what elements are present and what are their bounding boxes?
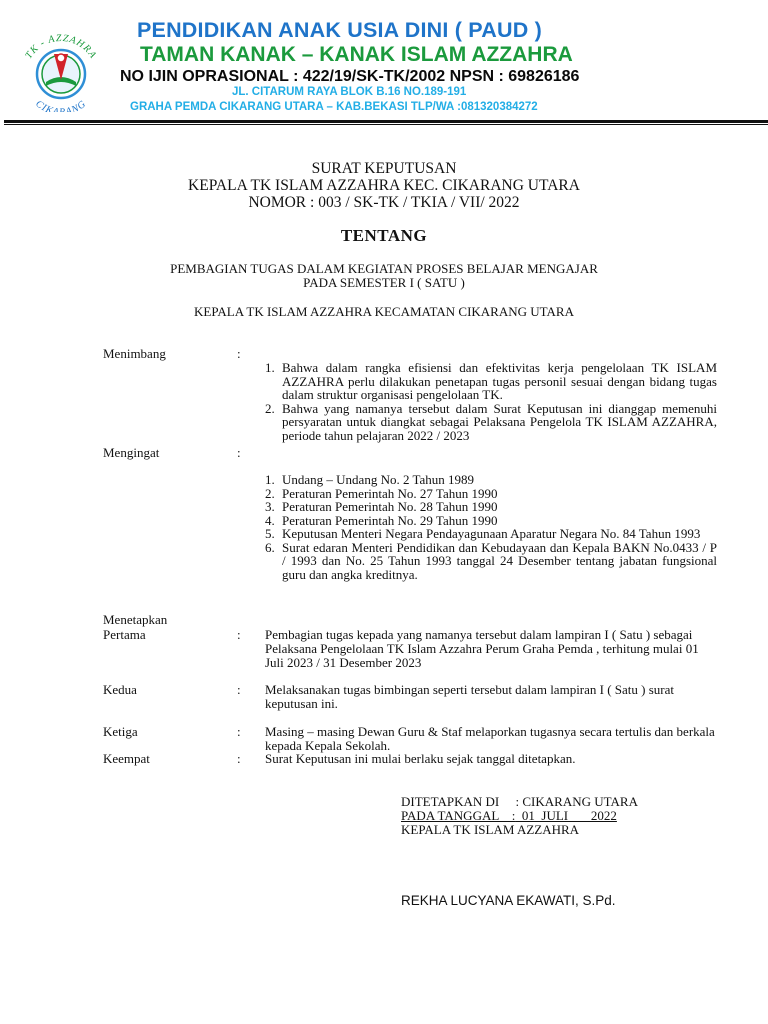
list-item: 3. Peraturan Pemerintah No. 28 Tahun 1990 — [265, 499, 498, 514]
list-item: 2. Bahwa yang namanya tersebut dalam Surat Keputusan ini dianggap memenuhi persyaratan untuk diangkat sebagai Pelaksana Pengelola TK ISLAM AZZAHRA, periode tahun pelajaran 2022 / 2023 — [265, 400, 717, 443]
tanggal-value: 01 JULI 2022 — [515, 808, 617, 823]
decree-issuer-title: KEPALA TK ISLAM AZZAHRA KEC. CIKARANG UTARA — [188, 177, 580, 194]
keempat-text: Surat Keputusan ini mulai berlaku sejak tanggal ditetapkan. — [265, 751, 576, 766]
signatory-name: REKHA LUCYANA EKAWATI, S.Pd. — [401, 893, 616, 908]
ketiga-text: Masing – masing Dewan Guru & Staf melaporkan tugasnya secara tertulis dan berkala kepada Kepala Sekolah. — [265, 724, 715, 753]
letterhead-permit: NO IJIN OPRASIONAL : 422/19/SK-TK/2002 NPSN : 69826186 — [120, 68, 580, 85]
mengingat-label: Mengingat — [103, 445, 160, 460]
list-item: 1. Bahwa dalam rangka efisiensi dan efektivitas kerja pengelolaan TK ISLAM AZZAHRA perlu dilakukan penetapan tugas personil sesuai dengan bidang tugas dalam struktur organisasi pengelolaan TK. — [265, 360, 717, 402]
list-item: 2. Peraturan Pemerintah No. 27 Tahun 1990 — [265, 485, 498, 501]
kedua-text: Melaksanakan tugas bimbingan seperti tersebut dalam lampiran I ( Satu ) surat keputusan ini. — [265, 682, 675, 711]
list-item: 1. Undang – Undang No. 2 Tahun 1989 — [265, 472, 475, 487]
logo-top-text: TK - AZZAHRA — [23, 32, 99, 61]
ditetapkan-label: DITETAPKAN DI : — [401, 794, 520, 809]
mengingat-list — [262, 473, 717, 581]
pertama-colon: : — [237, 627, 241, 642]
keempat-label: Keempat — [103, 751, 150, 766]
tanggal-label: PADA TANGGAL : — [401, 808, 516, 823]
letterhead-title: PENDIDIKAN ANAK USIA DINI ( PAUD ) — [137, 18, 542, 42]
pertama-label: Pertama — [103, 627, 146, 642]
letterhead-address-1: JL. CITARUM RAYA BLOK B.16 NO.189-191 — [232, 86, 467, 98]
kedua-colon: : — [237, 682, 241, 697]
ketiga-colon: : — [237, 724, 241, 739]
list-item: 4. Peraturan Pemerintah No. 29 Tahun 1990 — [265, 512, 498, 528]
tentang-heading: TENTANG — [340, 226, 428, 245]
tanggal-line — [401, 809, 617, 823]
list-item: 5. Keputusan Menteri Negara Pendayagunaan Aparatur Negara No. 84 Tahun 1993 — [265, 526, 701, 541]
letterhead-address-2: GRAHA PEMDA CIKARANG UTARA – KAB.BEKASI TLP/WA :081320384272 — [130, 101, 538, 113]
letterhead-divider-thin — [4, 124, 768, 125]
letterhead-divider-thick — [4, 120, 768, 123]
list-item: 6. Surat edaran Menteri Pendidikan dan Kebudayaan dan Kepala BAKN No.0433 / P / 1993 dan No. 25 Tahun 1993 tanggal 24 Desember tentang jabatan fungsional guru dan angka kreditnya. — [265, 539, 717, 582]
keempat-colon: : — [237, 751, 241, 766]
school-logo — [12, 32, 110, 112]
ditetapkan-value: CIKARANG UTARA — [519, 794, 638, 809]
subject-line-1: PEMBAGIAN TUGAS DALAM KEGIATAN PROSES BELAJAR MENGAJAR — [170, 261, 598, 276]
signatory-position: KEPALA TK ISLAM AZZAHRA — [401, 822, 580, 837]
letterhead-school-name: TAMAN KANAK – KANAK ISLAM AZZAHRA — [140, 43, 573, 66]
decree-title: SURAT KEPUTUSAN — [311, 160, 457, 177]
logo-bottom-text: CIK ANG — [33, 98, 89, 112]
menimbang-colon: : — [237, 346, 241, 361]
menimbang-label: Menimbang — [103, 346, 166, 361]
menimbang-list — [262, 361, 717, 442]
mengingat-colon: : — [237, 445, 241, 460]
kedua-label: Kedua — [103, 682, 137, 697]
pertama-text: Pembagian tugas kepada yang namanya tersebut dalam lampiran I ( Satu ) sebagai Pelaksana Pengelolaan TK Islam Azzahra Perum Graha Pemda , terhitung mulai 01 Juli 2023 / 31 Desember 2023 — [265, 627, 699, 670]
issuer-line: KEPALA TK ISLAM AZZAHRA KECAMATAN CIKARANG UTARA — [194, 304, 574, 319]
svg-text:CIKARANG — [33, 98, 88, 112]
subject-line-2: PADA SEMESTER I ( SATU ) — [303, 275, 465, 290]
menetapkan-label: Menetapkan — [103, 612, 168, 627]
ditetapkan-line — [401, 795, 638, 809]
ketiga-label: Ketiga — [103, 724, 138, 739]
decree-number: NOMOR : 003 / SK-TK / TKIA / VII/ 2022 — [248, 194, 520, 211]
